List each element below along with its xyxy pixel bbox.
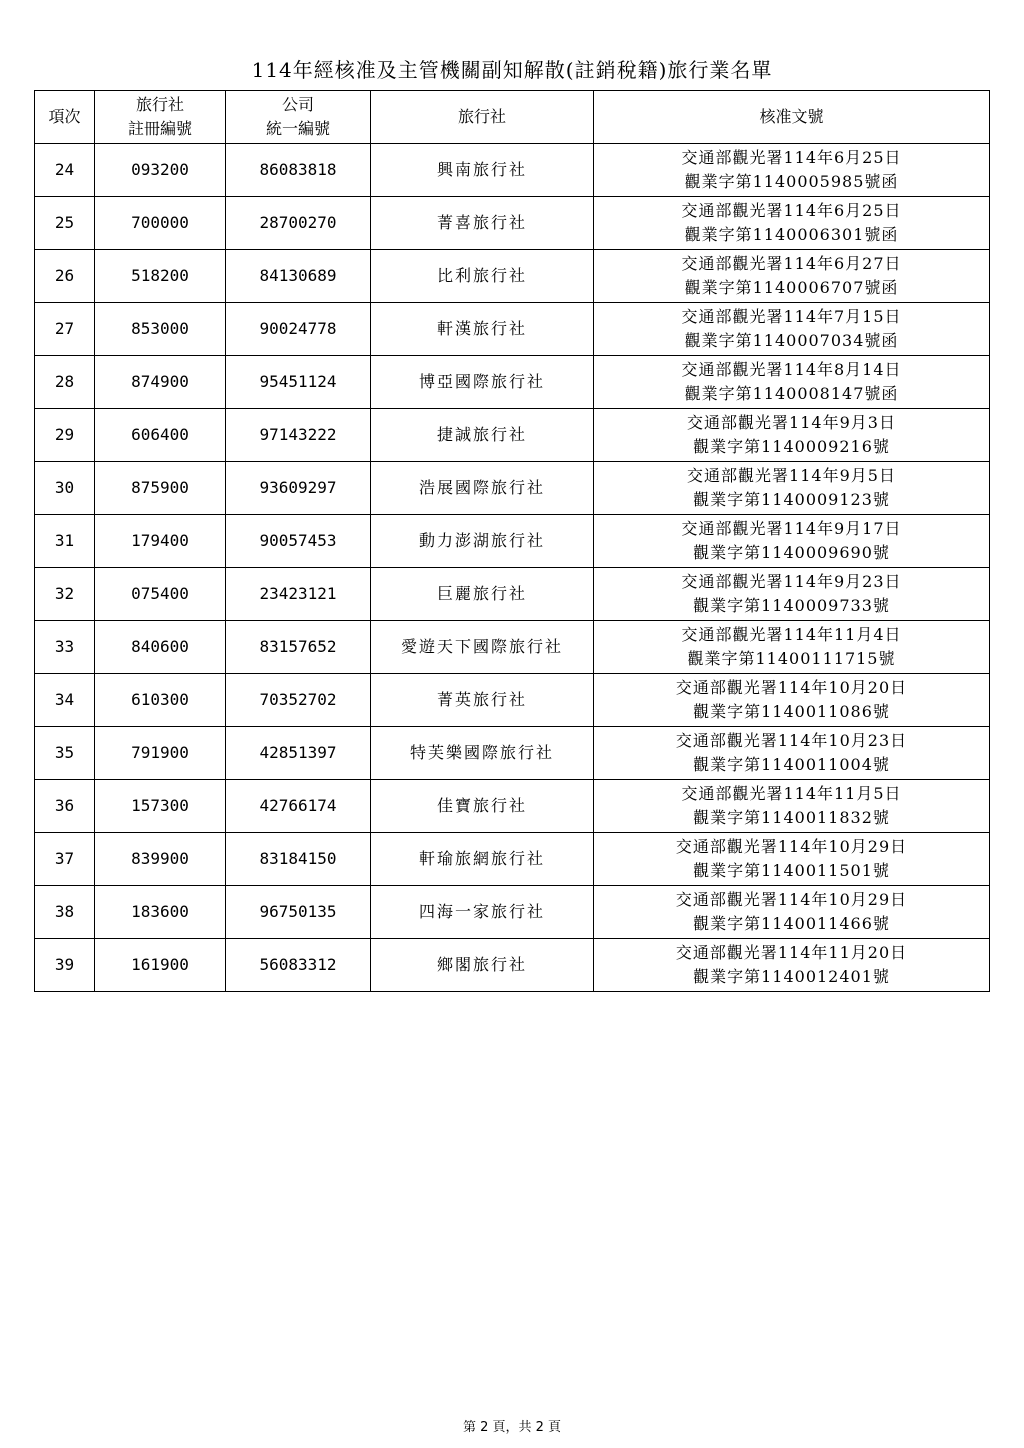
cell-tax-id: 70352702 <box>226 674 371 727</box>
approval-line1: 交通部觀光署114年6月25日 <box>681 201 902 220</box>
cell-agency: 興南旅行社 <box>371 144 594 197</box>
cell-tax-id: 28700270 <box>226 197 371 250</box>
cell-tax-id: 56083312 <box>226 939 371 992</box>
cell-approval <box>594 409 990 462</box>
cell-index: 39 <box>35 939 95 992</box>
approval-line2: 觀業字第1140011004號 <box>693 755 890 774</box>
cell-reg-no: 179400 <box>95 515 226 568</box>
cell-tax-id: 84130689 <box>226 250 371 303</box>
approval-line1: 交通部觀光署114年10月23日 <box>675 731 908 750</box>
cell-reg-no: 839900 <box>95 833 226 886</box>
cell-index: 38 <box>35 886 95 939</box>
table-row <box>35 886 990 939</box>
cell-reg-no: 700000 <box>95 197 226 250</box>
cell-index: 26 <box>35 250 95 303</box>
cell-reg-no: 791900 <box>95 727 226 780</box>
agency-table <box>34 90 990 992</box>
cell-agency: 軒漢旅行社 <box>371 303 594 356</box>
table-row <box>35 303 990 356</box>
approval-line2: 觀業字第1140007034號函 <box>684 331 899 350</box>
header-index: 項次 <box>35 91 95 144</box>
approval-line2: 觀業字第1140005985號函 <box>684 172 899 191</box>
cell-agency: 四海一家旅行社 <box>371 886 594 939</box>
cell-tax-id: 95451124 <box>226 356 371 409</box>
approval-line1: 交通部觀光署114年9月17日 <box>681 519 902 538</box>
approval-line1: 交通部觀光署114年9月23日 <box>681 572 902 591</box>
cell-tax-id: 23423121 <box>226 568 371 621</box>
approval-line1: 交通部觀光署114年6月27日 <box>681 254 902 273</box>
cell-tax-id: 86083818 <box>226 144 371 197</box>
cell-approval <box>594 250 990 303</box>
cell-approval <box>594 356 990 409</box>
header-tax-id <box>226 91 371 144</box>
cell-reg-no: 093200 <box>95 144 226 197</box>
approval-line2: 觀業字第1140009123號 <box>693 490 890 509</box>
cell-approval <box>594 833 990 886</box>
table-row <box>35 727 990 780</box>
approval-line1: 交通部觀光署114年11月5日 <box>681 784 902 803</box>
cell-agency: 巨麗旅行社 <box>371 568 594 621</box>
header-approval: 核准文號 <box>594 91 990 144</box>
cell-index: 31 <box>35 515 95 568</box>
approval-line1: 交通部觀光署114年11月20日 <box>675 943 908 962</box>
cell-agency: 菁英旅行社 <box>371 674 594 727</box>
cell-approval <box>594 568 990 621</box>
cell-approval <box>594 144 990 197</box>
cell-agency: 動力澎湖旅行社 <box>371 515 594 568</box>
cell-reg-no: 075400 <box>95 568 226 621</box>
cell-tax-id: 42766174 <box>226 780 371 833</box>
cell-index: 24 <box>35 144 95 197</box>
header-reg-line2: 註冊編號 <box>127 119 192 138</box>
cell-index: 34 <box>35 674 95 727</box>
cell-approval <box>594 727 990 780</box>
header-agency: 旅行社 <box>371 91 594 144</box>
cell-agency: 鄉閣旅行社 <box>371 939 594 992</box>
cell-tax-id: 83184150 <box>226 833 371 886</box>
table-row <box>35 462 990 515</box>
cell-agency: 特芙樂國際旅行社 <box>371 727 594 780</box>
table-header-row <box>35 91 990 144</box>
table-row <box>35 674 990 727</box>
cell-reg-no: 874900 <box>95 356 226 409</box>
cell-index: 25 <box>35 197 95 250</box>
page-title: 114年經核准及主管機關副知解散(註銷稅籍)旅行業名單 <box>251 58 773 82</box>
cell-tax-id: 96750135 <box>226 886 371 939</box>
header-reg-line1: 旅行社 <box>135 95 184 114</box>
cell-agency: 比利旅行社 <box>371 250 594 303</box>
cell-reg-no: 853000 <box>95 303 226 356</box>
cell-index: 37 <box>35 833 95 886</box>
approval-line2: 觀業字第11400111715號 <box>687 649 896 668</box>
cell-approval <box>594 462 990 515</box>
cell-index: 36 <box>35 780 95 833</box>
cell-agency: 捷誠旅行社 <box>371 409 594 462</box>
cell-reg-no: 183600 <box>95 886 226 939</box>
cell-agency: 軒瑜旅網旅行社 <box>371 833 594 886</box>
cell-tax-id: 90024778 <box>226 303 371 356</box>
table-row <box>35 409 990 462</box>
table-row <box>35 780 990 833</box>
approval-line1: 交通部觀光署114年9月3日 <box>687 413 896 432</box>
cell-reg-no: 875900 <box>95 462 226 515</box>
approval-line1: 交通部觀光署114年7月15日 <box>681 307 902 326</box>
cell-approval <box>594 780 990 833</box>
cell-index: 32 <box>35 568 95 621</box>
header-reg-no <box>95 91 226 144</box>
approval-line1: 交通部觀光署114年8月14日 <box>681 360 902 379</box>
cell-approval <box>594 939 990 992</box>
table-row <box>35 250 990 303</box>
approval-line1: 交通部觀光署114年10月29日 <box>675 890 908 909</box>
header-tax-line2: 統一編號 <box>265 119 330 138</box>
cell-index: 28 <box>35 356 95 409</box>
table-row <box>35 144 990 197</box>
cell-agency: 菁喜旅行社 <box>371 197 594 250</box>
cell-index: 27 <box>35 303 95 356</box>
table-row <box>35 515 990 568</box>
cell-reg-no: 840600 <box>95 621 226 674</box>
cell-agency: 佳寶旅行社 <box>371 780 594 833</box>
approval-line2: 觀業字第1140008147號函 <box>684 384 899 403</box>
cell-approval <box>594 886 990 939</box>
approval-line2: 觀業字第1140006707號函 <box>684 278 899 297</box>
cell-tax-id: 97143222 <box>226 409 371 462</box>
cell-tax-id: 83157652 <box>226 621 371 674</box>
table-row <box>35 356 990 409</box>
header-tax-line1: 公司 <box>281 95 314 114</box>
table-row <box>35 939 990 992</box>
cell-approval <box>594 303 990 356</box>
approval-line2: 觀業字第1140011086號 <box>693 702 890 721</box>
approval-line2: 觀業字第1140009690號 <box>693 543 890 562</box>
approval-line2: 觀業字第1140006301號函 <box>684 225 899 244</box>
approval-line2: 觀業字第1140009733號 <box>693 596 890 615</box>
cell-reg-no: 610300 <box>95 674 226 727</box>
approval-line1: 交通部觀光署114年10月20日 <box>675 678 908 697</box>
cell-index: 30 <box>35 462 95 515</box>
approval-line1: 交通部觀光署114年11月4日 <box>681 625 902 644</box>
cell-index: 33 <box>35 621 95 674</box>
cell-approval <box>594 515 990 568</box>
cell-index: 29 <box>35 409 95 462</box>
cell-approval <box>594 674 990 727</box>
cell-reg-no: 518200 <box>95 250 226 303</box>
cell-reg-no: 161900 <box>95 939 226 992</box>
cell-agency: 浩展國際旅行社 <box>371 462 594 515</box>
cell-approval <box>594 621 990 674</box>
approval-line1: 交通部觀光署114年10月29日 <box>675 837 908 856</box>
cell-index: 35 <box>35 727 95 780</box>
approval-line2: 觀業字第1140012401號 <box>693 967 890 986</box>
cell-agency: 博亞國際旅行社 <box>371 356 594 409</box>
cell-reg-no: 606400 <box>95 409 226 462</box>
cell-agency: 愛遊天下國際旅行社 <box>371 621 594 674</box>
approval-line1: 交通部觀光署114年9月5日 <box>687 466 896 485</box>
table-row <box>35 833 990 886</box>
cell-reg-no: 157300 <box>95 780 226 833</box>
page-footer: 第 2 頁，共 2 頁 <box>462 1420 562 1435</box>
cell-tax-id: 93609297 <box>226 462 371 515</box>
approval-line2: 觀業字第1140011501號 <box>693 861 890 880</box>
approval-line2: 觀業字第1140011466號 <box>693 914 890 933</box>
table-row <box>35 621 990 674</box>
cell-approval <box>594 197 990 250</box>
approval-line2: 觀業字第1140011832號 <box>693 808 890 827</box>
table-row <box>35 197 990 250</box>
approval-line2: 觀業字第1140009216號 <box>693 437 890 456</box>
cell-tax-id: 90057453 <box>226 515 371 568</box>
cell-tax-id: 42851397 <box>226 727 371 780</box>
approval-line1: 交通部觀光署114年6月25日 <box>681 148 902 167</box>
table-row <box>35 568 990 621</box>
